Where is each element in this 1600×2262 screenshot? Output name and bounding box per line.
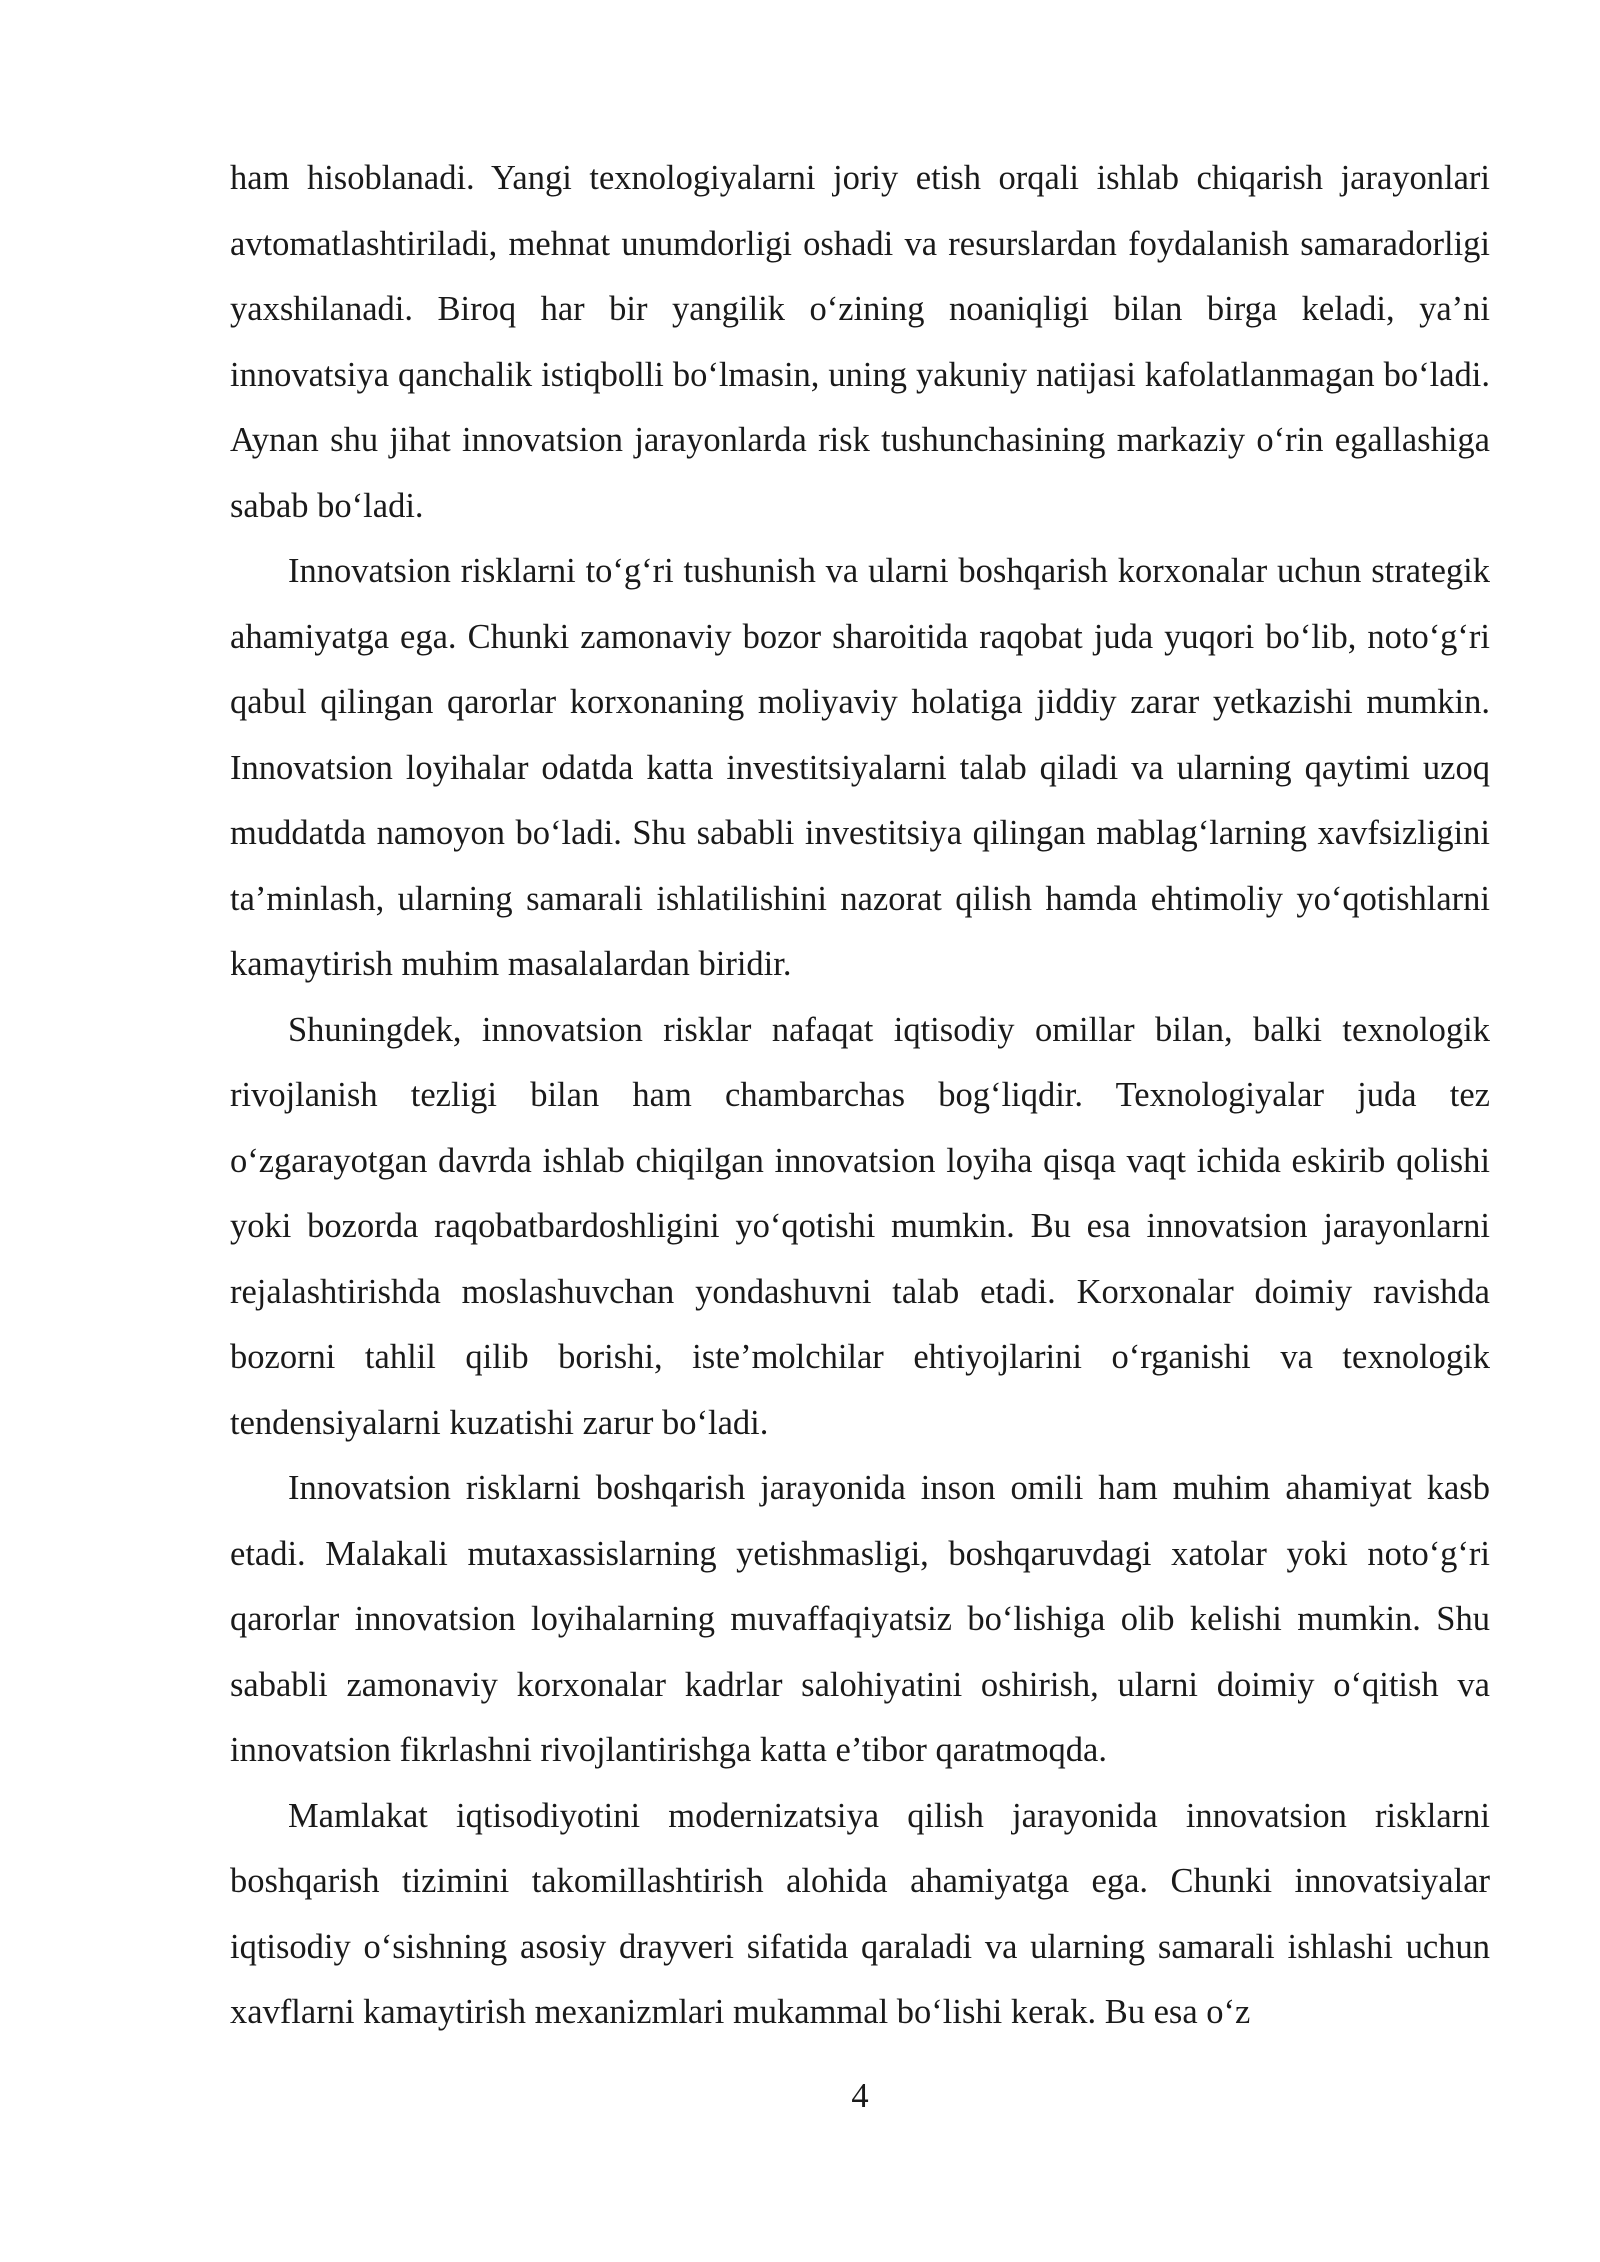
paragraph-innovation-risk-understanding: Innovatsion risklarni to‘g‘ri tushunish va ularni boshqarish korxonalar uchun strategik ahamiyatga ega. Chunki zamonaviy bozor sharoitida raqobat juda yuqori bo‘lib, noto‘g‘ri qabul qilingan qarorlar korxonaning moliyaviy holatiga jiddiy zarar yetkazishi mumkin. Innovatsion loyihalar odatda katta investitsiyalarni talab qiladi va ularning qaytimi uzoq muddatda namoyon bo‘ladi. Shu sababli investitsiya qilingan mablag‘larning xavfsizligini ta’minlash, ularning samarali ishlatilishini nazorat qilish hamda ehtimoliy yo‘qotishlarni kamaytirish muhim masalalardan biridir. [230,552,1490,983]
page-number: 4 [851,2077,869,2115]
body-text [230,146,1490,2046]
paragraph-modernization: Mamlakat iqtisodiyotini modernizatsiya qilish jarayonida innovatsion risklarni boshqarish tizimini takomillashtirish alohida ahamiyatga ega. Chunki innovatsiyalar iqtisodiy o‘sishning asosiy drayveri sifatida qaraladi va ularning samarali ishlashi uchun xavflarni kamaytirish mexanizmlari mukammal bo‘lishi kerak. Bu esa o‘z [230,1796,1490,2031]
paragraph-human-factor: Innovatsion risklarni boshqarish jarayonida inson omili ham muhim ahamiyat kasb etadi. Malakali mutaxassislarning yetishmasligi, boshqaruvdagi xatolar yoki noto‘g‘ri qarorlar innovatsion loyihalarning muvaffaqiyatsiz bo‘lishiga olib kelishi mumkin. Shu sababli zamonaviy korxonalar kadrlar salohiyatini oshirish, ularni doimiy o‘qitish va innovatsion fikrlashni rivojlantirishga katta e’tibor qaratmoqda. [230,1469,1490,1769]
paragraph-technological-development: Shuningdek, innovatsion risklar nafaqat iqtisodiy omillar bilan, balki texnologik rivojlanish tezligi bilan ham chambarchas bog‘liqdir. Texnologiyalar juda tez o‘zgarayotgan davrda ishlab chiqilgan innovatsion loyiha qisqa vaqt ichida eskirib qolishi yoki bozorda raqobatbardoshligini yo‘qotishi mumkin. Bu esa innovatsion jarayonlarni rejalashtirishda moslashuvchan yondashuvni talab etadi. Korxonalar doimiy ravishda bozorni tahlil qilib borishi, iste’molchilar ehtiyojlarini o‘rganishi va texnologik tendensiyalarni kuzatishi zarur bo‘ladi. [230,1010,1490,1442]
paragraph-continued: ham hisoblanadi. Yangi texnologiyalarni joriy etish orqali ishlab chiqarish jarayonlari avtomatlashtiriladi, mehnat unumdorligi oshadi va resurslardan foydalanish samaradorligi yaxshilanadi. Biroq har bir yangilik o‘zining noaniqligi bilan birga keladi, ya’ni innovatsiya qanchalik istiqbolli bo‘lmasin, uning yakuniy natijasi kafolatlanmagan bo‘ladi. Aynan shu jihat innovatsion jarayonlarda risk tushunchasining markaziy o‘rin egallashiga sabab bo‘ladi. [230,159,1490,525]
